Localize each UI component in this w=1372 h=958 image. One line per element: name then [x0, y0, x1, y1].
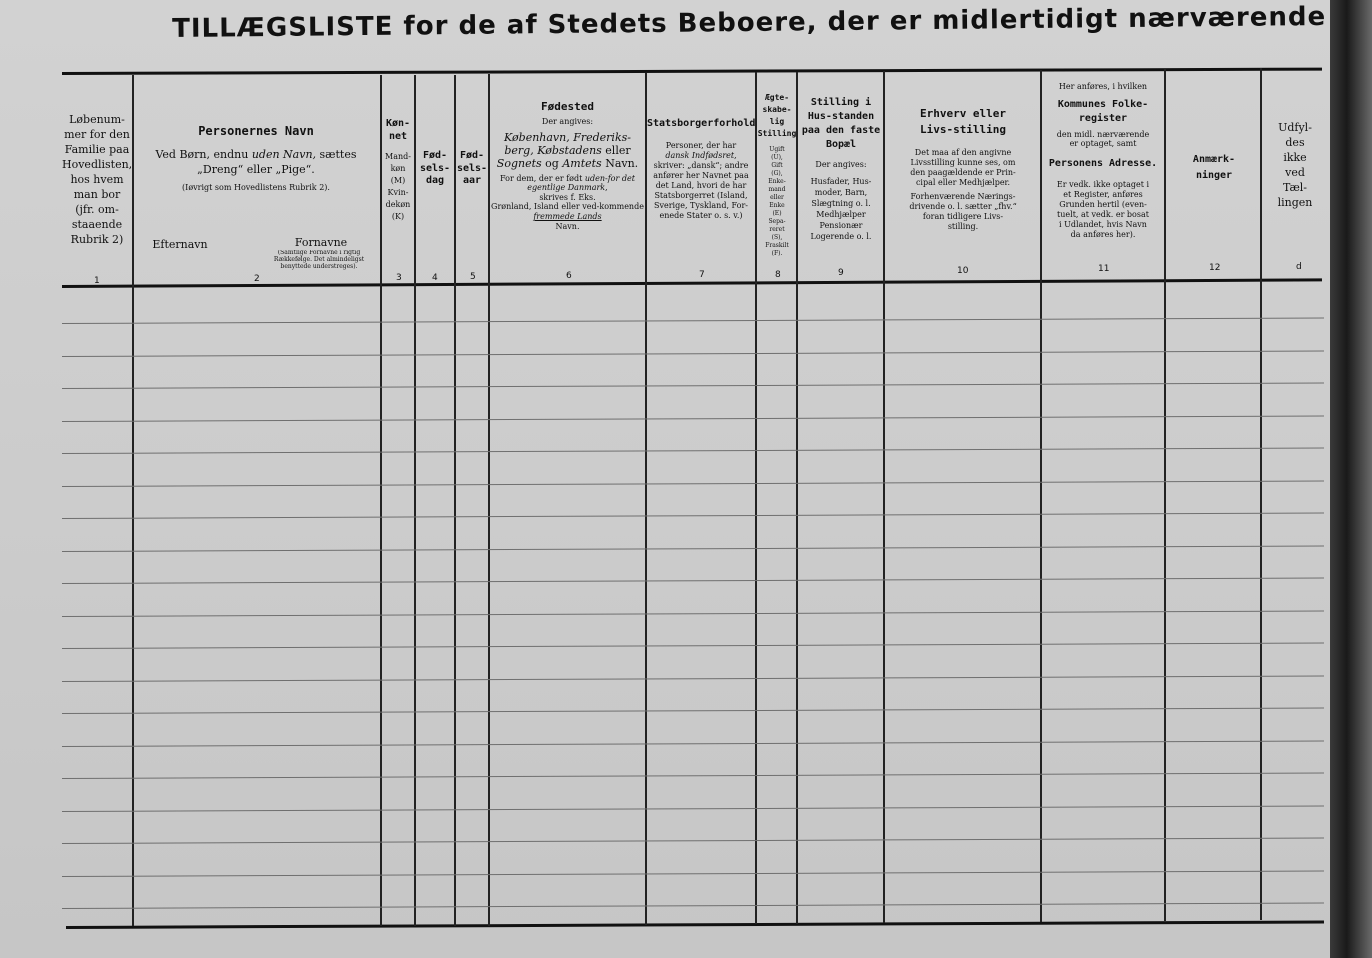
body-row-line — [62, 870, 1324, 877]
col-8-header: Ægte-skabe-lig Stilling Ugift (U), Gift (G), Enke- mand eller Enke (E) Sepa- reret (S), Fraskilt (F). — [757, 93, 797, 257]
col-d-header: Udfyl- des ikke ved Tæl- lingen — [1277, 121, 1313, 209]
col-num: 8 — [775, 270, 781, 280]
col-divider — [414, 75, 416, 926]
form-title: TILLÆGSLISTE for de af Stedets Beboere, der er midlertidigt nærværende — [172, 1, 1327, 44]
body-row-line — [62, 480, 1324, 487]
col-10-header: Erhverv eller Livs-stilling Det maa af den angivne Livsstilling kunne ses, om den paagældende er Prin- cipal eller Medhjælper. Forhenværende Nærings- drivende o. l. sætter „fhv.“ foran tidligere Livs- stilling. — [909, 107, 1017, 231]
body-row-line — [62, 740, 1324, 747]
col-divider — [454, 75, 456, 926]
body-row-line — [62, 675, 1324, 682]
body-row-line — [62, 707, 1324, 714]
col-5-header: Fød-sels-aar — [456, 150, 488, 186]
col-3-header: Køn-net Mand- køn (M) Kvin- dekøn (K) — [385, 118, 411, 221]
body-row-line — [62, 382, 1324, 389]
col-num: 3 — [396, 273, 402, 283]
col-num: 7 — [699, 270, 705, 280]
col-num: 11 — [1098, 264, 1110, 274]
body-row-line — [62, 545, 1324, 552]
col-9-header: Stilling i Hus-standen paa den faste Bopæl Der angives: Husfader, Hus- moder, Barn, Slægtning o. l. Medhjælper Pensionær Logerende o. l. — [801, 97, 881, 241]
col-divider — [132, 75, 134, 926]
col-2-sub-firstnames-note: (Samtlige Fornavne i rigtig Rækkefølge. Det almindeligst benyttede understreges). — [273, 250, 365, 270]
body-row-line — [62, 902, 1324, 909]
body-row-line — [62, 317, 1324, 324]
col-divider — [1260, 68, 1262, 920]
col-1-header: Løbenum- mer for den Familie paa Hovedlisten, hos hvem man bor (jfr. om- staaende Rubrik 2) — [62, 113, 132, 246]
body-row-line — [62, 512, 1324, 519]
col-4-header: Fød-sels-dag — [419, 150, 451, 186]
scan-edge — [1330, 0, 1372, 958]
table-bottom-rule — [66, 921, 1324, 929]
col-num: 5 — [470, 272, 476, 282]
col-7-header: Statsborgerforhold Personer, der har dansk Indfødsret, skriver: „dansk“; andre anfører her Navnet paa det Land, hvori de har Statsborgerret (Island, Sverige, Tyskland, For- enede Stater o. s. v.) — [647, 118, 755, 220]
col-11-header: Her anføres, i hvilken Kommunes Folke-register den midl. nærværende er optaget, samt Personens Adresse. Er vedk. ikke optaget i et Register, anføres Grunden hertil (even- tuelt, at vedk. er bosat i Udlandet, hvis Navn da anføres her). — [1048, 82, 1158, 240]
col-divider — [1164, 69, 1166, 921]
col-12-header: Anmærk-ninger — [1192, 154, 1236, 181]
body-row-line — [62, 447, 1324, 454]
body-row-line — [62, 642, 1324, 649]
body-row-line — [62, 350, 1324, 357]
col-num: d — [1296, 262, 1302, 272]
body-row-line — [62, 772, 1324, 779]
col-divider — [488, 74, 490, 926]
body-row-line — [62, 415, 1324, 422]
body-row-line — [62, 837, 1324, 844]
col-2-header: Personernes Navn Ved Børn, endnu uden Navn, sættes „Dreng“ eller „Pige“. (Iøvrigt som Hovedlistens Rubrik 2). — [155, 124, 357, 192]
col-2-sub-surname: Efternavn — [152, 238, 208, 251]
col-2-sub-firstnames: Fornavne — [294, 236, 348, 249]
body-row-line — [62, 577, 1324, 584]
header-bottom-rule — [62, 278, 1322, 288]
col-num: 12 — [1209, 263, 1221, 273]
col-num: 1 — [94, 276, 100, 286]
col-num: 4 — [432, 273, 438, 283]
col-num: 6 — [566, 271, 572, 281]
col-num: 2 — [254, 274, 260, 284]
header-top-rule — [62, 68, 1322, 75]
body-row-line — [62, 805, 1324, 812]
body-row-line — [62, 610, 1324, 617]
col-num: 10 — [957, 266, 969, 276]
col-num: 9 — [838, 268, 844, 278]
col-divider — [883, 71, 885, 923]
col-6-header: Fødested Der angives: København, Frederiks- berg, Købstadens eller Sognets og Amtets Navn. For dem, der er født uden-for det egentlige Danmark, skrives f. Eks. Grønland, Island eller ved-kommende fremmede Lands Navn. — [491, 100, 644, 231]
